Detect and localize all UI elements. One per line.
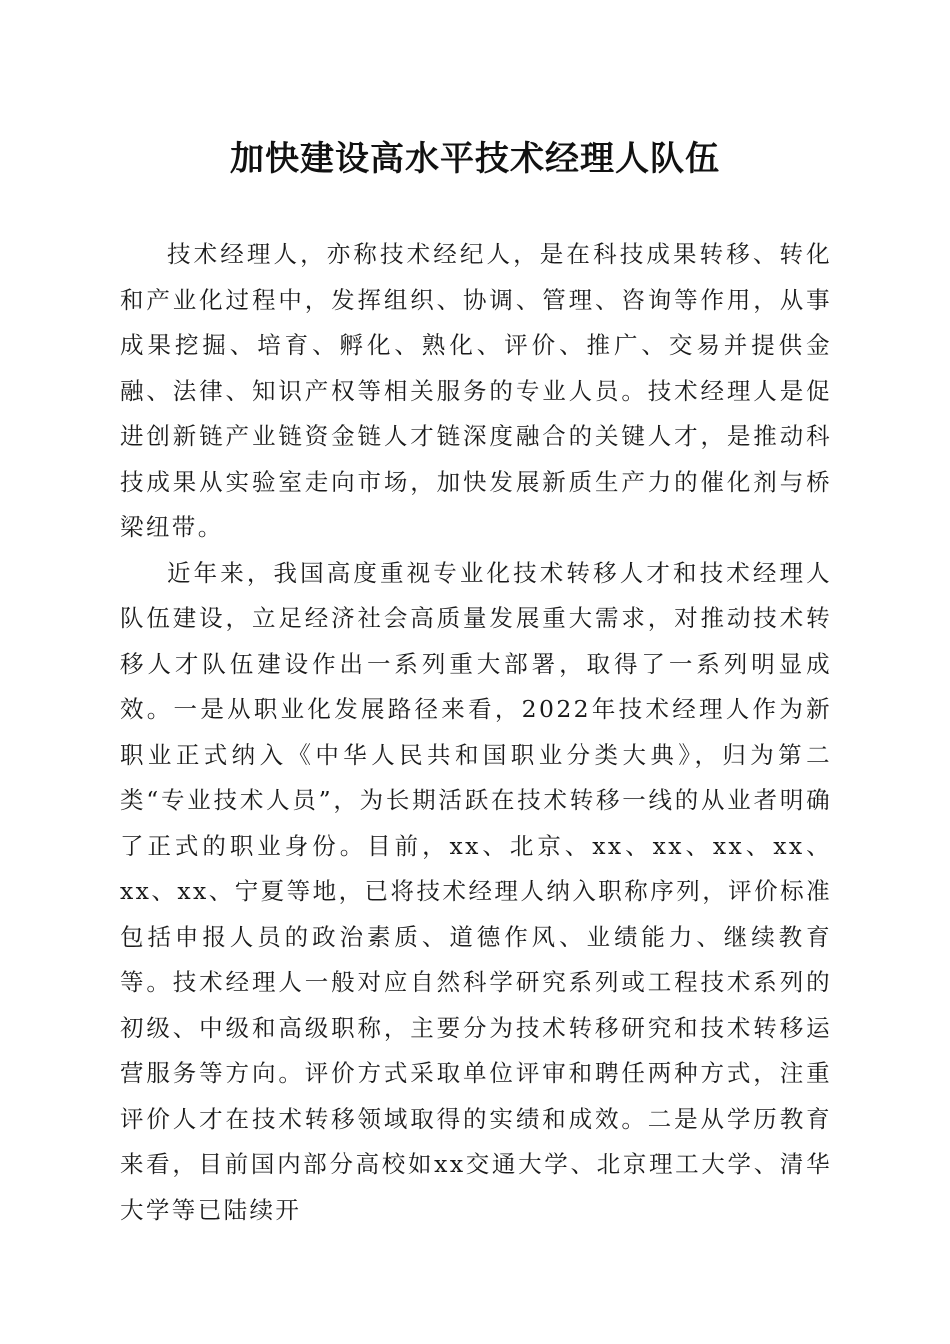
document-body [120,232,832,1233]
paragraph-recent-progress: 近年来，我国高度重视专业化技术转移人才和技术经理人队伍建设，立足经济社会高质量发展重大需求，对推动技术转移人才队伍建设作出一系列重大部署，取得了一系列明显成效。一是从职业化发展路径来看，2022年技术经理人作为新职业正式纳入《中华人民共和国职业分类大典》，归为第二类“专业技术人员”，为长期活跃在技术转移一线的从业者明确了正式的职业身份。目前，xx、北京、xx、xx、xx、xx、xx、xx、宁夏等地，已将技术经理人纳入职称序列，评价标准包括申报人员的政治素质、道德作风、业绩能力、继续教育等。技术经理人一般对应自然科学研究系列或工程技术系列的初级、中级和高级职称，主要分为技术转移研究和技术转移运营服务等方向。评价方式采取单位评审和聘任两种方式，注重评价人才在技术转移领域取得的实绩和成效。二是从学历教育来看，目前国内部分高校如xx交通大学、北京理工大学、清华大学等已陆续开 [120,558,832,1224]
paragraph-definition: 技术经理人，亦称技术经纪人，是在科技成果转移、转化和产业化过程中，发挥组织、协调、管理、咨询等作用，从事成果挖掘、培育、孵化、熟化、评价、推广、交易并提供金融、法律、知识产权等相关服务的专业人员。技术经理人是促进创新链产业链资金链人才链深度融合的关键人才，是推动科技成果从实验室走向市场，加快发展新质生产力的催化剂与桥梁纽带。 [120,240,832,541]
document-title: 加快建设高水平技术经理人队伍 [230,139,720,179]
